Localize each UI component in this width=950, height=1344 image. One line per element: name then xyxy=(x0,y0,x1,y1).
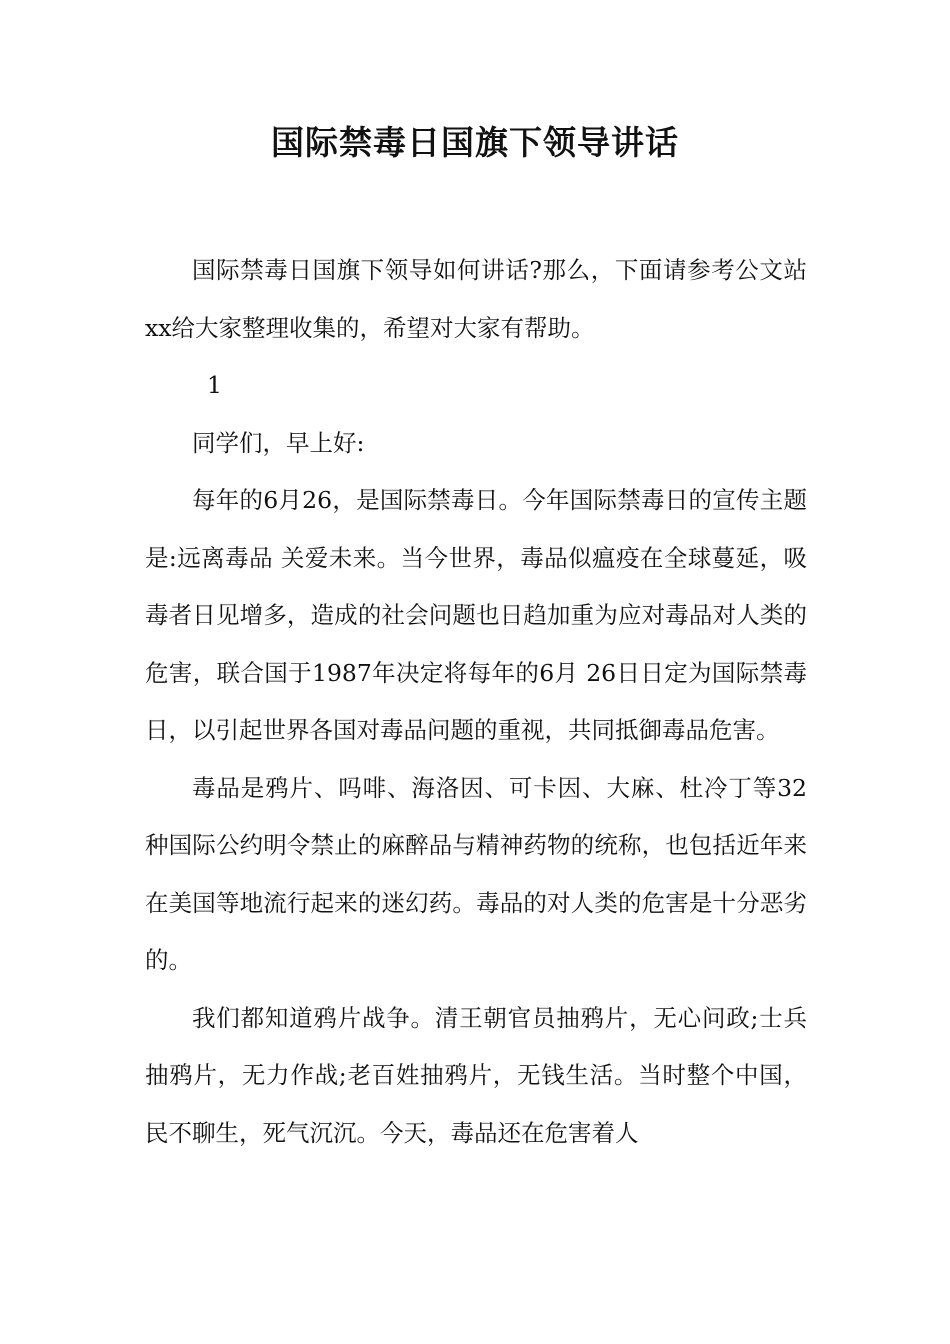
greeting-paragraph: 同学们，早上好: xyxy=(192,428,365,457)
body-paragraph-1: 每年的6月26，是国际禁毒日。今年国际禁毒日的宣传主题是:远离毒品 关爱未来。当今世界，毒品似瘟疫在全球蔓延，吸毒者日见增多，造成的社会问题也日趋加重为应对毒品对人类的危害，联合国于1987年决定将每年的6月 26日日定为国际禁毒日，以引起世界各国对毒品问题的重视，共同抵御毒品危害。 xyxy=(145,486,807,744)
document-body xyxy=(145,242,807,1162)
body-paragraph-2: 毒品是鸦片、吗啡、海洛因、可卡因、大麻、杜冷丁等32种国际公约明令禁止的麻醉品与精神药物的统称，也包括近年来在美国等地流行起来的迷幻药。毒品的对人类的危害是十分恶劣的。 xyxy=(145,773,807,974)
body-paragraph-3: 我们都知道鸦片战争。清王朝官员抽鸦片，无心问政;士兵抽鸦片，无力作战;老百姓抽鸦片，无钱生活。当时整个中国，民不聊生，死气沉沉。今天，毒品还在危害着人 xyxy=(145,1003,807,1147)
intro-paragraph: 国际禁毒日国旗下领导如何讲话?那么，下面请参考公文站xx给大家整理收集的，希望对大家有帮助。 xyxy=(145,256,807,342)
section-number: 1 xyxy=(207,371,222,399)
document-title: 国际禁毒日国旗下领导讲话 xyxy=(271,123,679,162)
